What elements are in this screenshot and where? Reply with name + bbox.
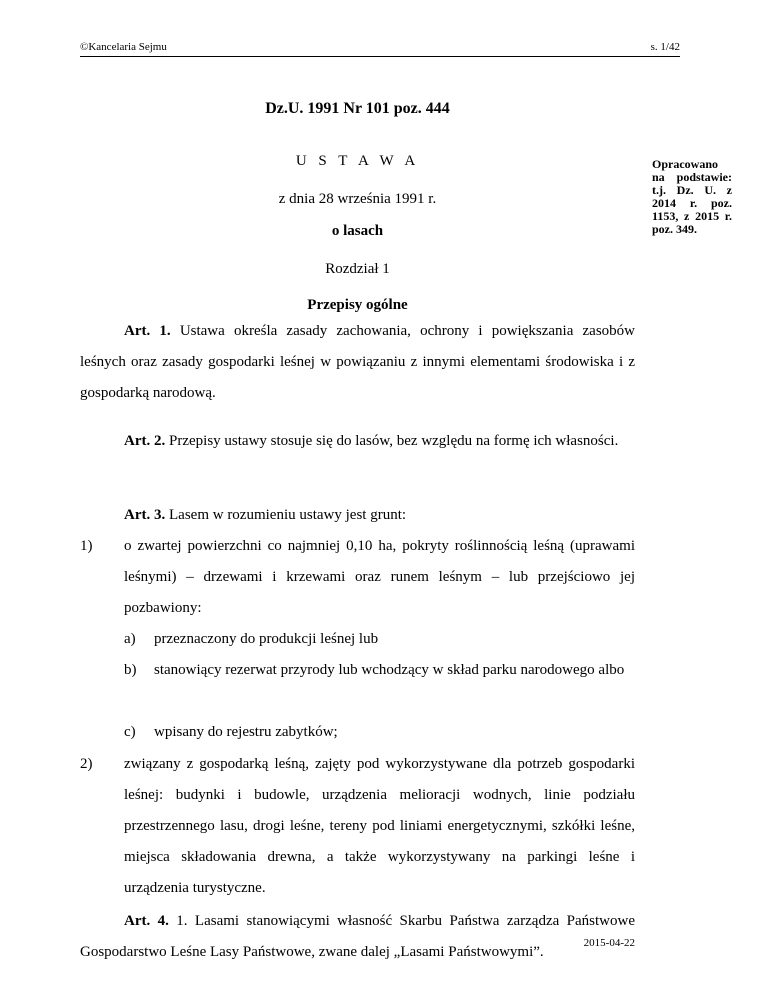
list-item-text: o zwartej powierzchni co najmniej 0,10 ha, pokryty roślinnością leśną (uprawami leśnymi) – drzewami i krzewami oraz runem leśnym – lub przejściowo jej pozbawiony:	[124, 538, 635, 616]
footer-date: 2015-04-22	[583, 937, 635, 949]
article-3-text: Lasem w rozumieniu ustawy jest grunt:	[165, 507, 407, 523]
sub-list-text: wpisany do rejestru zabytków;	[154, 724, 338, 740]
article-2-text: Przepisy ustawy stosuje się do lasów, bez względu na formę ich własności.	[165, 433, 619, 449]
article-2-label: Art. 2.	[124, 433, 166, 449]
list-number: 1)	[80, 538, 93, 554]
article-1-text: Ustawa określa zasady zachowania, ochrony i powiększania zasobów leśnych oraz zasady gospodarki leśnej w powiązaniu z innymi elementami środowiska i z gospodarką narodową.	[80, 323, 635, 401]
header-divider	[80, 56, 680, 57]
article-4-label: Art. 4.	[124, 913, 169, 929]
sub-list-text: przeznaczony do produkcji leśnej lub	[154, 631, 379, 647]
article-3	[80, 500, 635, 531]
act-title: o lasach	[331, 223, 384, 239]
chapter-number: Rozdział 1	[325, 261, 390, 277]
journal-reference: Dz.U. 1991 Nr 101 poz. 444	[265, 100, 450, 117]
list-item-text: związany z gospodarką leśną, zajęty pod wykorzystywane dla potrzeb gospodarki leśnej: budynki i budowle, urządzenia melioracji wodnych, linie podziału przestrzennego lasu, drogi leśne, tereny pod liniami energetycznymi, szkółki leśne, miejsca składowania drewna, a także wykorzystywany na parkingi leśne i urządzenia turystyczne.	[124, 756, 635, 896]
list-number: 2)	[80, 756, 93, 772]
sub-list-text: stanowiący rezerwat przyrody lub wchodzący w skład parku narodowego albo	[154, 662, 625, 678]
act-date: z dnia 28 września 1991 r.	[278, 191, 437, 207]
sub-list-letter: b)	[124, 662, 137, 678]
sub-list-letter: c)	[124, 724, 136, 740]
chapter-title: Przepisy ogólne	[307, 297, 408, 313]
article-4-text: 1. Lasami stanowiącymi własność Skarbu Państwa zarządza Państwowe Gospodarstwo Leśne Lasy Państwowe, zwane dalej „Lasami Państwowymi”.	[80, 913, 635, 960]
header-page-number: s. 1/42	[650, 41, 680, 53]
article-1	[80, 316, 635, 409]
act-type: U S T A W A	[295, 153, 420, 169]
header-source: ©Kancelaria Sejmu	[80, 41, 167, 53]
article-3-label: Art. 3.	[124, 507, 166, 523]
article-1-label: Art. 1.	[124, 323, 171, 339]
sub-list-letter: a)	[124, 631, 136, 647]
article-2	[80, 426, 635, 457]
side-note: Opracowano na podstawie: t.j. Dz. U. z 2014 r. poz. 1153, z 2015 r. poz. 349.	[652, 157, 732, 236]
